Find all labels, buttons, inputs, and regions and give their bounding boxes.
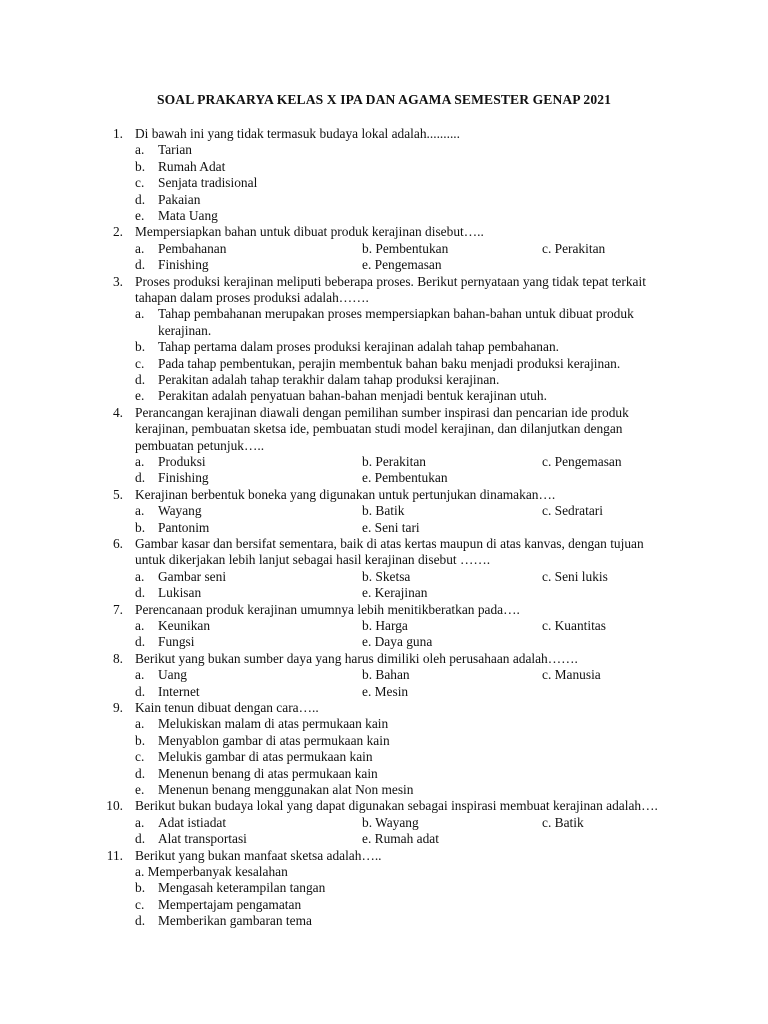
option-letter: d. [135, 913, 146, 929]
option-letter: a. [135, 667, 145, 683]
question-text: Berikut yang bukan sumber daya yang harus dimiliki oleh perusahaan adalah……. [135, 650, 578, 666]
option-text: Gambar seni [158, 568, 227, 584]
option-text: Finishing [158, 470, 209, 486]
question-text: Kerajinan berbentuk boneka yang digunakan untuk pertunjukan dinamakan…. [135, 486, 556, 502]
question-text: Perencanaan produk kerajinan umumnya lebih menitikberatkan pada…. [135, 601, 520, 617]
option-letter: c. [135, 749, 145, 765]
option-text: Memberikan gambaran tema [158, 913, 312, 929]
option-letter: d. [135, 470, 146, 486]
option-b: e. Seni tari [362, 519, 420, 535]
option-letter: b. [135, 339, 146, 355]
option-letter: a. [135, 814, 145, 830]
option-c: c. Sedratari [542, 503, 603, 519]
option-letter: a. [135, 503, 145, 519]
option-text: Pantonim [158, 519, 210, 535]
question-text: Berikut bukan budaya lokal yang dapat digunakan sebagai inspirasi membuat kerajinan adalah…. [135, 798, 658, 814]
question-text: Mempersiapkan bahan untuk dibuat produk kerajinan disebut….. [135, 224, 484, 240]
question-number: 9. [112, 700, 123, 715]
option-text: Internet [158, 683, 200, 699]
option-letter: a. [135, 240, 145, 256]
question-number: 6. [112, 536, 123, 551]
option-text: Tarian [158, 142, 193, 158]
option-c: c. Seni lukis [542, 568, 608, 584]
option-text: Fungsi [158, 634, 195, 650]
option-text: Perakitan adalah tahap terakhir dalam tahap produksi kerajinan. [158, 372, 500, 387]
option-text: Pembahanan [158, 240, 227, 256]
option-text: Perakitan adalah penyatuan bahan-bahan menjadi bentuk kerajinan utuh. [158, 388, 547, 404]
option-text: Menenun benang di atas permukaan kain [158, 765, 378, 781]
question-text: tahapan dalam proses produksi adalah……. [135, 290, 369, 305]
option-c: c. Kuantitas [542, 618, 606, 633]
option-text: Melukis gambar di atas permukaan kain [158, 749, 373, 765]
option-b: e. Daya guna [362, 634, 433, 650]
option-letter: d. [135, 831, 146, 847]
option-letter: d. [135, 372, 146, 387]
option-letter: b. [135, 880, 146, 896]
question-number: 2. [112, 224, 123, 240]
option-text: Finishing [158, 257, 209, 273]
option-letter: c. [135, 896, 145, 912]
option-b: b. Sketsa [362, 568, 411, 584]
option-letter: a. [135, 454, 145, 469]
option-text: Lukisan [158, 585, 202, 601]
option-text: Wayang [158, 503, 202, 519]
question-number: 4. [112, 404, 123, 420]
question-number: 10. [106, 798, 123, 814]
option-letter: a. [135, 306, 145, 322]
option-text: Senjata tradisional [158, 175, 258, 191]
option-letter: a. [135, 716, 145, 732]
option-text: Alat transportasi [158, 831, 247, 847]
option-letter: d. [135, 634, 146, 650]
option-b: b. Harga [362, 618, 408, 633]
option-letter: d. [135, 257, 146, 273]
option-text: Mengasah keterampilan tangan [158, 880, 326, 896]
option-c: c. Pengemasan [542, 454, 622, 469]
question-text: Di bawah ini yang tidak termasuk budaya lokal adalah.......... [135, 126, 461, 141]
option-letter: a. [135, 142, 145, 158]
question-text: Kain tenun dibuat dengan cara….. [135, 700, 319, 715]
option-b: b. Batik [362, 503, 405, 519]
question-number: 7. [112, 601, 123, 617]
option-letter: e. [135, 208, 145, 223]
option-letter: d. [135, 585, 146, 601]
option-text: Melukiskan malam di atas permukaan kain [158, 716, 389, 732]
option-c: c. Batik [542, 814, 584, 830]
option-b: e. Kerajinan [362, 585, 428, 601]
option-c: c. Manusia [542, 667, 601, 683]
option-letter: e. [135, 782, 145, 797]
option-b: e. Mesin [362, 683, 409, 699]
question-number: 11. [106, 847, 123, 863]
question-text: pembuatan petunjuk….. [135, 437, 265, 453]
option-b: e. Rumah adat [362, 831, 439, 847]
option-text: Uang [158, 667, 188, 683]
question-text: Gambar kasar dan bersifat sementara, baik di atas kertas maupun di atas kanvas, dengan tujuan [135, 536, 644, 551]
option-text: Menyablon gambar di atas permukaan kain [158, 732, 390, 748]
option-text: Mata Uang [158, 208, 218, 223]
option-letter: a. [135, 568, 145, 584]
option-text: Keunikan [158, 618, 211, 633]
option-text: Tahap pertama dalam proses produksi kerajinan adalah tahap pembahanan. [158, 339, 559, 355]
option-text: Menenun benang menggunakan alat Non mesin [158, 782, 414, 797]
option-c: c. Perakitan [542, 240, 606, 256]
option-letter: c. [135, 175, 145, 191]
option-b: b. Bahan [362, 667, 410, 683]
option-letter: b. [135, 158, 146, 174]
option-b: e. Pembentukan [362, 470, 448, 486]
option-letter: d. [135, 765, 146, 781]
option-b: b. Pembentukan [362, 240, 449, 256]
option-text: Produksi [158, 454, 206, 469]
option-text: Mempertajam pengamatan [158, 896, 302, 912]
option-text: Tahap pembahanan merupakan proses mempersiapkan bahan-bahan untuk dibuat produk [158, 306, 634, 322]
option-letter: c. [135, 355, 145, 371]
question-text: kerajinan, pembuatan sketsa ide, pembuatan studi model kerajinan, dan dilanjutkan dengan [135, 421, 623, 437]
option-letter: e. [135, 388, 145, 404]
option-text: Pada tahap pembentukan, perajin membentuk bahan baku menjadi produksi kerajinan. [158, 355, 621, 371]
question-text: Berikut yang bukan manfaat sketsa adalah….. [135, 847, 382, 863]
page-title: SOAL PRAKARYA KELAS X IPA DAN AGAMA SEMESTER GENAP 2021 [156, 92, 612, 107]
option-text: Rumah Adat [158, 158, 226, 174]
option-letter: a. [135, 618, 145, 633]
question-number: 5. [112, 486, 123, 502]
option-b: b. Perakitan [362, 454, 426, 469]
option-text: Pakaian [158, 191, 201, 207]
question-text: Perancangan kerajinan diawali dengan pemilihan sumber inspirasi dan pencarian ide produk [135, 404, 629, 420]
question-number: 3. [112, 273, 123, 289]
option-letter: d. [135, 683, 146, 699]
option-letter: b. [135, 519, 146, 535]
option-letter: d. [135, 191, 146, 207]
option-b: e. Pengemasan [362, 257, 442, 273]
question-number: 8. [112, 650, 123, 666]
option-letter: b. [135, 732, 146, 748]
question-text: Proses produksi kerajinan meliputi beberapa proses. Berikut pernyataan yang tidak tepat terkait [135, 273, 646, 289]
option-text: a. Memperbanyak kesalahan [135, 864, 288, 879]
question-text: untuk dikerjakan lebih lanjut sebagai hasil kerajinan disebut ……. [135, 552, 491, 568]
question-number: 1. [112, 126, 123, 141]
option-text-continued: kerajinan. [158, 322, 212, 338]
option-text: Adat istiadat [158, 814, 227, 830]
option-b: b. Wayang [362, 814, 419, 830]
